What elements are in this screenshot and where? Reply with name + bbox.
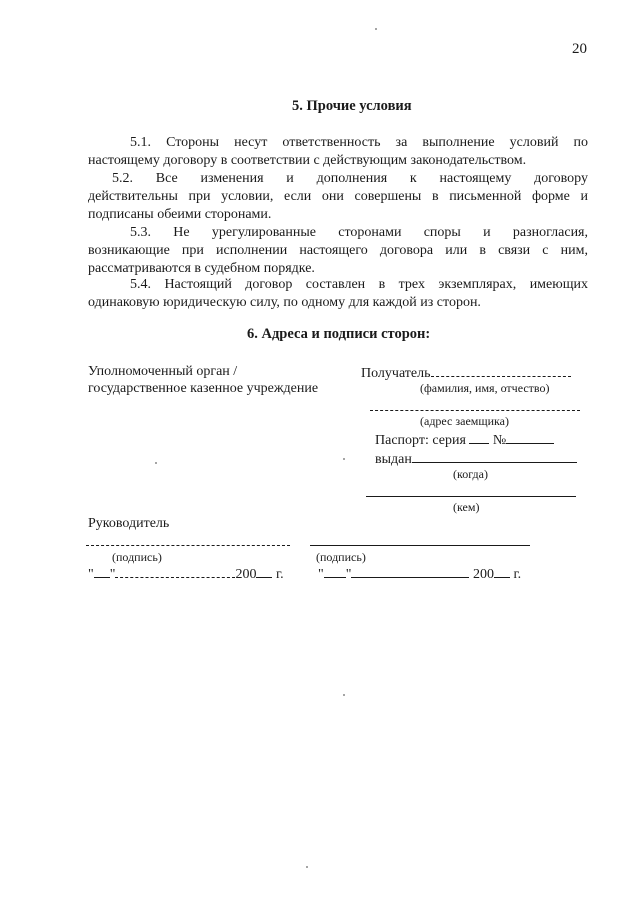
recipient-name-line xyxy=(431,364,571,377)
issued-label: выдан xyxy=(375,452,412,467)
left-party-line1: Уполномоченный орган / xyxy=(88,364,238,379)
by-whom-hint: (кем) xyxy=(453,500,480,514)
recipient-label: Получатель xyxy=(361,366,431,381)
signature-line-left xyxy=(86,545,290,546)
paragraph-line: 5.2. Все изменения и дополнения к настоящему договору xyxy=(112,171,588,186)
date-quote-close-left: " xyxy=(109,567,116,582)
fio-hint: (фамилия, имя, отчество) xyxy=(420,381,550,395)
passport-row xyxy=(375,431,554,449)
date-row-left xyxy=(88,565,284,583)
date-quote-right: " xyxy=(318,567,324,582)
date-year-right: 200 xyxy=(472,567,494,582)
passport-number-line xyxy=(506,431,554,444)
paragraph-line: действительны при условии, если они совершены в письменной форме и xyxy=(88,189,588,204)
date-month-line-left xyxy=(115,565,235,578)
section-5-title: 5. Прочие условия xyxy=(292,98,412,114)
paragraph-5-1 xyxy=(88,134,588,170)
date-suffix-right: г. xyxy=(513,567,522,582)
paragraph-5-2 xyxy=(88,170,588,224)
paragraph-5-3 xyxy=(88,224,588,278)
address-hint: (адрес заемщика) xyxy=(420,414,509,428)
paragraph-line: 5.4. Настоящий договор составлен в трех экземплярах, имеющих xyxy=(130,277,588,292)
signature-hint-left: (подпись) xyxy=(112,550,162,564)
date-suffix-left: г. xyxy=(275,567,284,582)
section-6-title: 6. Адреса и подписи сторон: xyxy=(247,326,431,342)
paragraph-line: 5.1. Стороны несут ответственность за выполнение условий по xyxy=(130,135,588,150)
issued-row xyxy=(375,450,577,468)
passport-series-line xyxy=(469,431,489,444)
paragraph-5-4 xyxy=(88,276,588,312)
head-label: Руководитель xyxy=(88,516,170,531)
date-row-right xyxy=(318,565,521,583)
signature-hint-right: (подпись) xyxy=(316,550,366,564)
address-line xyxy=(370,410,580,411)
paragraph-line: 5.3. Не урегулированные сторонами споры и разногласия, xyxy=(130,225,588,240)
passport-label: Паспорт: серия xyxy=(375,433,466,448)
paragraph-line: возникающие при исполнении настоящего договора или в связи с ним, xyxy=(88,243,588,258)
issued-by-line xyxy=(366,496,576,497)
paragraph-line: настоящему договору в соответствии с действующим законодательством. xyxy=(88,153,527,168)
scan-speck xyxy=(375,28,377,30)
date-year-left: 200 xyxy=(235,567,257,582)
date-month-line-right xyxy=(351,565,469,578)
scan-speck xyxy=(343,458,345,460)
date-year-line-right xyxy=(494,565,510,578)
page-number: 20 xyxy=(572,41,587,57)
passport-number-sign: № xyxy=(492,433,507,448)
scan-speck xyxy=(343,694,345,696)
signature-line-right xyxy=(310,545,530,546)
paragraph-line: подписаны обеими сторонами. xyxy=(88,207,272,222)
scan-speck xyxy=(306,866,308,868)
date-year-line-left xyxy=(256,565,272,578)
date-day-line-left xyxy=(94,565,110,578)
paragraph-line: рассматриваются в судебном порядке. xyxy=(88,261,315,276)
date-day-line-right xyxy=(324,565,346,578)
when-hint: (когда) xyxy=(453,467,488,481)
issued-line xyxy=(412,450,577,463)
recipient-row xyxy=(361,364,571,382)
date-quote-left: " xyxy=(88,567,94,582)
scan-speck xyxy=(155,462,157,464)
paragraph-line: одинаковую юридическую силу, по одному для каждой из сторон. xyxy=(88,295,481,310)
left-party-line2: государственное казенное учреждение xyxy=(88,381,319,396)
date-quote-close-right: " xyxy=(345,567,352,582)
